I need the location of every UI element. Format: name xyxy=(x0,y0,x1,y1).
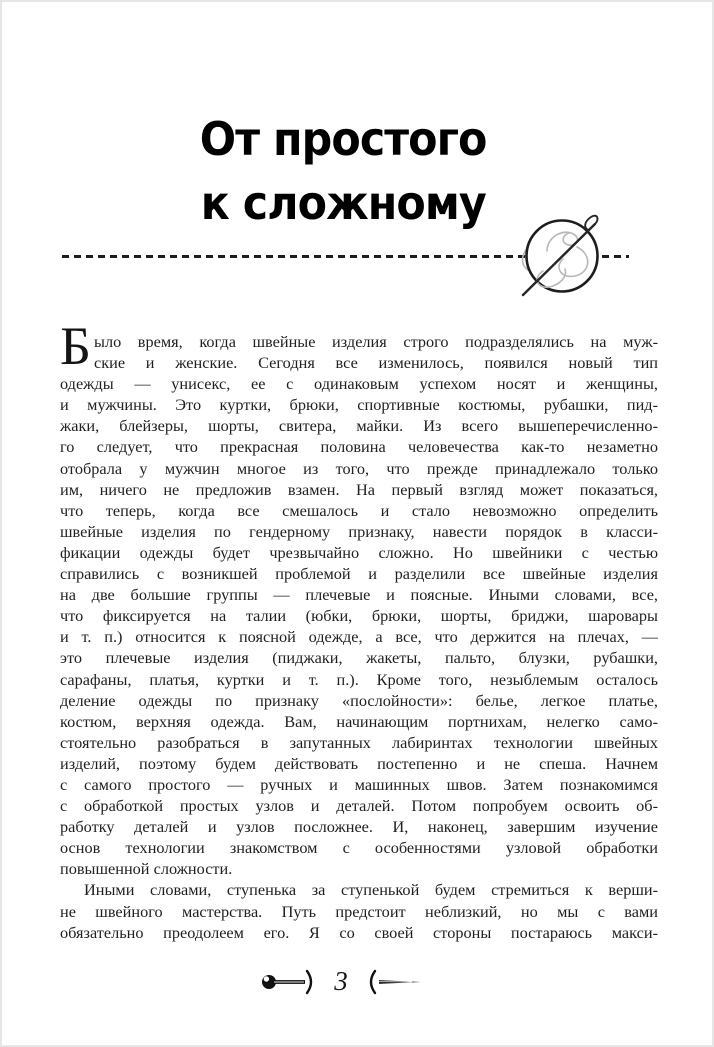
text-line: на две большие группы — плечевые и поясные. Иными словами, все, xyxy=(60,585,658,605)
body-text xyxy=(60,316,658,943)
text-line: го следует, что прекрасная половина человечества как-то незаметно xyxy=(60,437,658,457)
text-line: изделий, поэтому будем действовать постепенно и не спеша. Начнем xyxy=(60,753,658,773)
text-line: Иными словами, ступенька за ступенькой будем стремиться к верши- xyxy=(84,880,658,900)
text-line: с самого простого — ручных и машинных швов. Затем познакомимся xyxy=(60,774,658,794)
drop-cap xyxy=(60,316,94,376)
text-line: сарафаны, платья, куртки и т. п.). Кроме того, незыблемым осталось xyxy=(60,669,658,689)
text-line: не швейного мастерства. Путь предстоит неблизкий, но мы с вами xyxy=(60,901,658,921)
text-line: отобрала у мужчин многое из того, что прежде принадлежало только xyxy=(60,458,658,478)
needle-and-thread-icon xyxy=(517,211,607,301)
drop-cap-letter: Б xyxy=(60,316,92,376)
text-line: основ технологии знакомством с особенностями узловой обработки xyxy=(60,838,658,858)
pin-tip-icon xyxy=(364,966,426,998)
text-line: ыло время, когда швейные изделия строго подразделялись на муж- xyxy=(94,332,658,351)
title-line-2: к сложному xyxy=(200,176,486,230)
text-line: швейные изделия по гендерному признаку, навести порядок в класси- xyxy=(60,521,658,541)
text-line: это плечевые изделия (пиджаки, жакеты, пальто, блузки, рубашки, xyxy=(60,648,658,668)
title-line-1: От простого xyxy=(199,112,487,166)
page-number: 3 xyxy=(334,965,348,996)
text-line: повышенной сложности. xyxy=(60,859,233,879)
text-line: что теперь, когда все смешалось и стало невозможно определить xyxy=(60,500,658,520)
text-line: им, ничего не предложив взамен. На первый взгляд может показаться, xyxy=(60,479,658,499)
text-line: фикации одежды будет чрезвычайно сложно. Но швейники с честью xyxy=(60,542,658,562)
pin-head-icon xyxy=(260,966,318,998)
page-title xyxy=(22,112,664,230)
text-line: стоятельно разобраться в запутанных лабиринтах технологии швейных xyxy=(60,732,658,752)
text-line: справились с возникшей проблемой и разделили все швейные изделия xyxy=(60,564,658,584)
text-line: ские и женские. Сегодня все изменилось, появился новый тип xyxy=(94,353,658,373)
page-footer xyxy=(22,963,664,1001)
paragraph xyxy=(60,316,658,879)
text-line: и мужчины. Это куртки, брюки, спортивные костюмы, рубашки, пид- xyxy=(60,395,658,415)
text-line: и т. п.) относится к поясной одежде, а все, что держится на плечах, — xyxy=(60,627,658,647)
text-line: костюм, верхняя одежда. Вам, начинающим портнихам, нелегко само- xyxy=(60,711,658,731)
text-line: с обработкой простых узлов и деталей. Потом попробуем освоить об- xyxy=(60,796,658,816)
text-line: обязательно преодолеем его. Я со своей стороны постараюсь макси- xyxy=(60,922,658,942)
paragraph xyxy=(60,879,658,942)
text-line: деление одежды по признаку «послойности»: белье, легкое платье, xyxy=(60,690,658,710)
text-line: работку деталей и узлов посложнее. И, наконец, завершим изучение xyxy=(60,817,658,837)
text-line: что фиксируется на талии (юбки, брюки, шорты, бриджи, шаровары xyxy=(60,606,658,626)
text-line: одежды — унисекс, ее с одинаковым успехом носят и женщины, xyxy=(60,374,658,394)
text-line: жаки, блейзеры, шорты, свитера, майки. Из всего вышеперечисленно- xyxy=(60,416,658,436)
